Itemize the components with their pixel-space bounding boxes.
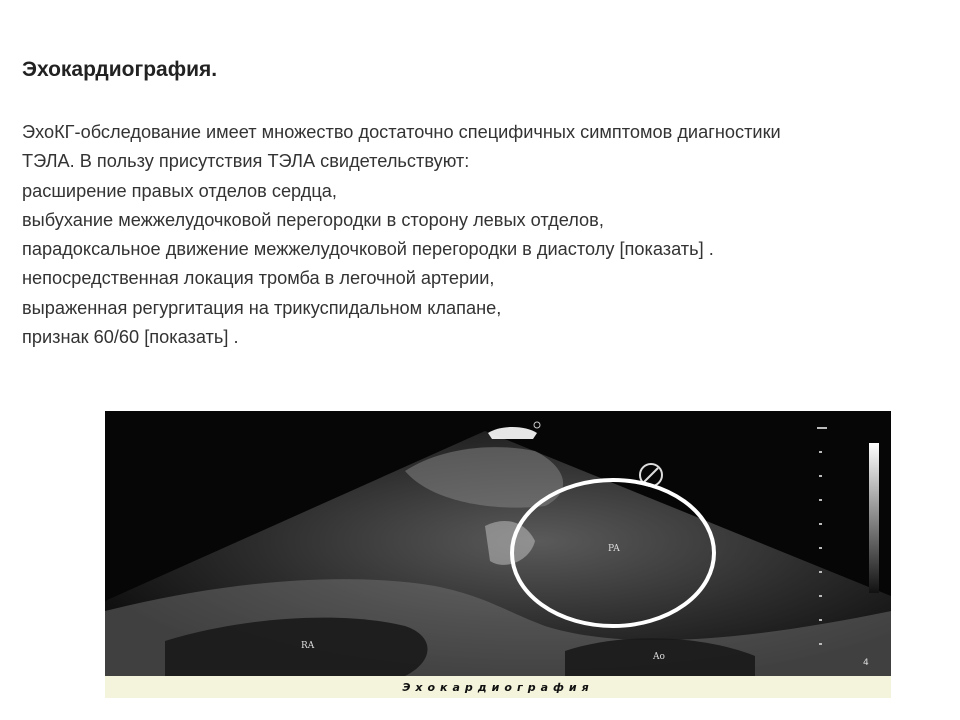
image-caption-bar (105, 676, 891, 698)
sign-item: расширение правых отделов сердца, (22, 180, 337, 201)
sign-tail: . (228, 327, 239, 348)
page-title: Эхокардиография. (22, 58, 218, 81)
show-link[interactable]: [показать] (144, 327, 229, 348)
sign-item (22, 235, 947, 264)
pa-label: PA (608, 544, 620, 554)
ultrasound-scan (105, 411, 891, 676)
sign-tail: . (703, 239, 714, 260)
sign-text: признак 60/60 (22, 327, 145, 348)
intro-line: ЭхоКГ-обследование имеет множество достаточно специфичных симптомов диагностики (22, 122, 781, 142)
sign-text: парадоксальное движение межжелудочковой перегородки в диастолу (22, 239, 620, 260)
sign-item: выраженная регургитация на трикуспидальном клапане, (22, 297, 502, 318)
show-link[interactable]: [показать] (619, 239, 704, 260)
ra-label: RA (301, 641, 315, 651)
intro-line: ТЭЛА. В пользу присутствия ТЭЛА свидетельствуют: (22, 151, 470, 172)
scale-label: 4 (863, 658, 869, 668)
echocardiogram-image (105, 411, 891, 698)
sign-item: выбухание межжелудочковой перегородки в сторону левых отделов, (22, 209, 604, 230)
grayscale-bar (869, 443, 879, 593)
sign-item: непосредственная локация тромба в легочной артерии, (22, 268, 495, 289)
body-text (22, 118, 947, 352)
image-caption: Эхокардиография (402, 680, 594, 694)
sign-item (22, 323, 947, 352)
ao-label: Ao (653, 652, 665, 662)
